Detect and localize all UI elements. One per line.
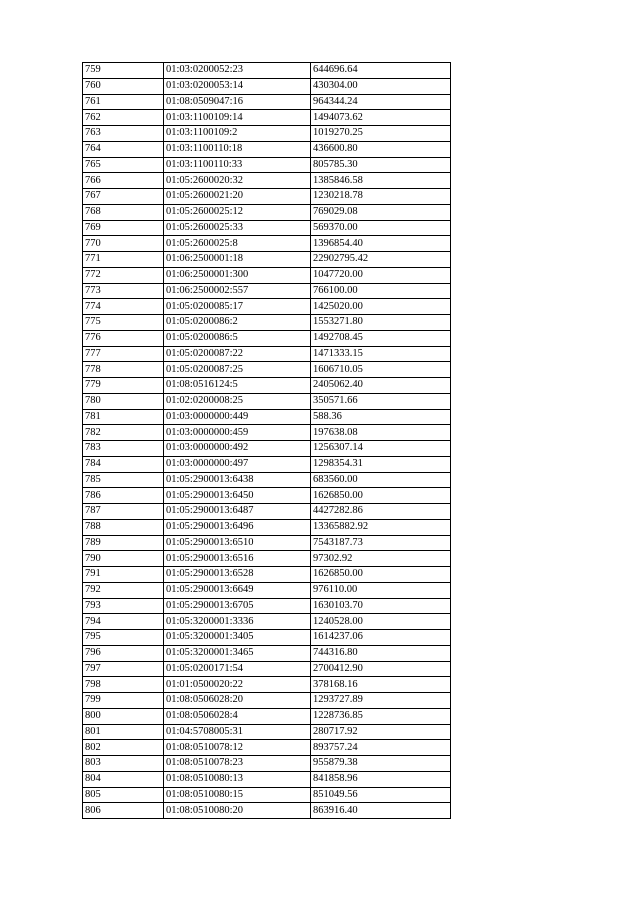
- row-number-cell: 769: [83, 220, 164, 236]
- value-cell: 2700412.90: [311, 661, 451, 677]
- value-cell: 378168.16: [311, 677, 451, 693]
- value-cell: 436600.80: [311, 141, 451, 157]
- value-cell: 1240528.00: [311, 614, 451, 630]
- row-number-cell: 803: [83, 756, 164, 772]
- value-cell: 1396854.40: [311, 236, 451, 252]
- row-number-cell: 788: [83, 519, 164, 535]
- cadastral-number-cell: 01:05:2900013:6510: [164, 535, 311, 551]
- table-row: [83, 567, 451, 583]
- cadastral-number-cell: 01:03:0000000:492: [164, 441, 311, 457]
- row-number-cell: 762: [83, 110, 164, 126]
- value-cell: 569370.00: [311, 220, 451, 236]
- row-number-cell: 778: [83, 362, 164, 378]
- cadastral-number-cell: 01:01:0500020:22: [164, 677, 311, 693]
- cadastral-number-cell: 01:05:0200087:22: [164, 346, 311, 362]
- table-row: [83, 645, 451, 661]
- table-row: [83, 94, 451, 110]
- cadastral-number-cell: 01:05:0200086:5: [164, 330, 311, 346]
- row-number-cell: 759: [83, 63, 164, 79]
- table-row: [83, 330, 451, 346]
- cadastral-number-cell: 01:05:2900013:6450: [164, 488, 311, 504]
- row-number-cell: 766: [83, 173, 164, 189]
- cadastral-number-cell: 01:05:2600025:12: [164, 204, 311, 220]
- row-number-cell: 795: [83, 630, 164, 646]
- value-cell: 1614237.06: [311, 630, 451, 646]
- table-row: [83, 126, 451, 142]
- row-number-cell: 796: [83, 645, 164, 661]
- value-cell: 964344.24: [311, 94, 451, 110]
- value-cell: 841858.96: [311, 771, 451, 787]
- table-row: [83, 661, 451, 677]
- cadastral-number-cell: 01:08:0510078:23: [164, 756, 311, 772]
- table-row: [83, 141, 451, 157]
- value-cell: 805785.30: [311, 157, 451, 173]
- value-cell: 1606710.05: [311, 362, 451, 378]
- row-number-cell: 792: [83, 582, 164, 598]
- cadastral-number-cell: 01:05:0200086:2: [164, 315, 311, 331]
- value-cell: 851049.56: [311, 787, 451, 803]
- table-row: [83, 346, 451, 362]
- row-number-cell: 790: [83, 551, 164, 567]
- table-row: [83, 456, 451, 472]
- value-cell: 1492708.45: [311, 330, 451, 346]
- table-row: [83, 488, 451, 504]
- row-number-cell: 765: [83, 157, 164, 173]
- value-cell: 2405062.40: [311, 378, 451, 394]
- value-cell: 1494073.62: [311, 110, 451, 126]
- cadastral-number-cell: 01:04:5708005:31: [164, 724, 311, 740]
- row-number-cell: 794: [83, 614, 164, 630]
- table-row: [83, 189, 451, 205]
- cadastral-number-cell: 01:06:2500001:18: [164, 252, 311, 268]
- table-row: [83, 63, 451, 79]
- row-number-cell: 806: [83, 803, 164, 819]
- table-row: [83, 724, 451, 740]
- table-row: [83, 110, 451, 126]
- table-row: [83, 472, 451, 488]
- cadastral-number-cell: 01:03:1100110:33: [164, 157, 311, 173]
- table-row: [83, 551, 451, 567]
- value-cell: 350571.66: [311, 393, 451, 409]
- cadastral-number-cell: 01:03:0200052:23: [164, 63, 311, 79]
- cadastral-number-cell: 01:05:2600020:32: [164, 173, 311, 189]
- table-row: [83, 771, 451, 787]
- value-cell: 7543187.73: [311, 535, 451, 551]
- cadastral-number-cell: 01:05:2900013:6516: [164, 551, 311, 567]
- cadastral-number-cell: 01:05:2600021:20: [164, 189, 311, 205]
- value-cell: 1230218.78: [311, 189, 451, 205]
- cadastral-number-cell: 01:05:0200085:17: [164, 299, 311, 315]
- row-number-cell: 793: [83, 598, 164, 614]
- table-row: [83, 204, 451, 220]
- table-row: [83, 582, 451, 598]
- row-number-cell: 781: [83, 409, 164, 425]
- cadastral-number-cell: 01:05:2900013:6496: [164, 519, 311, 535]
- table-row: [83, 740, 451, 756]
- table-row: [83, 236, 451, 252]
- row-number-cell: 760: [83, 78, 164, 94]
- row-number-cell: 786: [83, 488, 164, 504]
- cadastral-number-cell: 01:05:0200087:25: [164, 362, 311, 378]
- cadastral-number-cell: 01:08:0510078:12: [164, 740, 311, 756]
- table-row: [83, 267, 451, 283]
- value-cell: 197638.08: [311, 425, 451, 441]
- row-number-cell: 764: [83, 141, 164, 157]
- cadastral-number-cell: 01:02:0200008:25: [164, 393, 311, 409]
- value-cell: 4427282.86: [311, 504, 451, 520]
- value-cell: 588.36: [311, 409, 451, 425]
- value-cell: 644696.64: [311, 63, 451, 79]
- table-row: [83, 425, 451, 441]
- table-row: [83, 173, 451, 189]
- row-number-cell: 798: [83, 677, 164, 693]
- cadastral-number-cell: 01:03:0000000:459: [164, 425, 311, 441]
- value-cell: 1256307.14: [311, 441, 451, 457]
- cadastral-number-cell: 01:08:0516124:5: [164, 378, 311, 394]
- row-number-cell: 777: [83, 346, 164, 362]
- value-cell: 1047720.00: [311, 267, 451, 283]
- row-number-cell: 775: [83, 315, 164, 331]
- table-row: [83, 787, 451, 803]
- row-number-cell: 800: [83, 708, 164, 724]
- cadastral-number-cell: 01:05:2900013:6705: [164, 598, 311, 614]
- row-number-cell: 785: [83, 472, 164, 488]
- table-row: [83, 535, 451, 551]
- table-row: [83, 252, 451, 268]
- table-row: [83, 803, 451, 819]
- row-number-cell: 783: [83, 441, 164, 457]
- cadastral-number-cell: 01:05:2900013:6528: [164, 567, 311, 583]
- table-row: [83, 693, 451, 709]
- cadastral-number-cell: 01:05:2900013:6649: [164, 582, 311, 598]
- value-cell: 430304.00: [311, 78, 451, 94]
- table-row: [83, 362, 451, 378]
- cadastral-number-cell: 01:06:2500001:300: [164, 267, 311, 283]
- row-number-cell: 773: [83, 283, 164, 299]
- table-row: [83, 299, 451, 315]
- cadastral-number-cell: 01:05:2900013:6487: [164, 504, 311, 520]
- value-cell: 1553271.80: [311, 315, 451, 331]
- table-row: [83, 157, 451, 173]
- value-cell: 1298354.31: [311, 456, 451, 472]
- value-cell: 97302.92: [311, 551, 451, 567]
- row-number-cell: 784: [83, 456, 164, 472]
- cadastral-number-cell: 01:08:0506028:4: [164, 708, 311, 724]
- row-number-cell: 772: [83, 267, 164, 283]
- row-number-cell: 761: [83, 94, 164, 110]
- row-number-cell: 768: [83, 204, 164, 220]
- value-cell: 1385846.58: [311, 173, 451, 189]
- table-row: [83, 614, 451, 630]
- value-cell: 1019270.25: [311, 126, 451, 142]
- cadastral-number-cell: 01:05:3200001:3336: [164, 614, 311, 630]
- cadastral-number-cell: 01:08:0509047:16: [164, 94, 311, 110]
- value-cell: 1630103.70: [311, 598, 451, 614]
- table-body: [83, 63, 451, 819]
- data-table: [82, 62, 451, 819]
- value-cell: 766100.00: [311, 283, 451, 299]
- value-cell: 893757.24: [311, 740, 451, 756]
- table-row: [83, 220, 451, 236]
- cadastral-number-cell: 01:05:3200001:3405: [164, 630, 311, 646]
- cadastral-number-cell: 01:03:0200053:14: [164, 78, 311, 94]
- table-row: [83, 441, 451, 457]
- table-row: [83, 283, 451, 299]
- value-cell: 1228736.85: [311, 708, 451, 724]
- row-number-cell: 763: [83, 126, 164, 142]
- value-cell: 744316.80: [311, 645, 451, 661]
- table-row: [83, 519, 451, 535]
- row-number-cell: 801: [83, 724, 164, 740]
- row-number-cell: 776: [83, 330, 164, 346]
- table-row: [83, 504, 451, 520]
- row-number-cell: 799: [83, 693, 164, 709]
- cadastral-number-cell: 01:05:2900013:6438: [164, 472, 311, 488]
- cadastral-number-cell: 01:05:3200001:3465: [164, 645, 311, 661]
- cadastral-number-cell: 01:03:0000000:497: [164, 456, 311, 472]
- cadastral-number-cell: 01:03:1100109:2: [164, 126, 311, 142]
- row-number-cell: 774: [83, 299, 164, 315]
- table-row: [83, 409, 451, 425]
- table-row: [83, 630, 451, 646]
- row-number-cell: 805: [83, 787, 164, 803]
- table-row: [83, 78, 451, 94]
- row-number-cell: 804: [83, 771, 164, 787]
- row-number-cell: 770: [83, 236, 164, 252]
- cadastral-number-cell: 01:03:1100109:14: [164, 110, 311, 126]
- table-row: [83, 708, 451, 724]
- value-cell: 22902795.42: [311, 252, 451, 268]
- row-number-cell: 782: [83, 425, 164, 441]
- value-cell: 976110.00: [311, 582, 451, 598]
- table-row: [83, 393, 451, 409]
- row-number-cell: 771: [83, 252, 164, 268]
- value-cell: 769029.08: [311, 204, 451, 220]
- cadastral-number-cell: 01:08:0510080:15: [164, 787, 311, 803]
- cadastral-number-cell: 01:03:1100110:18: [164, 141, 311, 157]
- cadastral-number-cell: 01:06:2500002:557: [164, 283, 311, 299]
- value-cell: 1626850.00: [311, 567, 451, 583]
- value-cell: 13365882.92: [311, 519, 451, 535]
- cadastral-number-cell: 01:08:0510080:20: [164, 803, 311, 819]
- row-number-cell: 787: [83, 504, 164, 520]
- table-row: [83, 378, 451, 394]
- row-number-cell: 789: [83, 535, 164, 551]
- cadastral-number-cell: 01:05:2600025:33: [164, 220, 311, 236]
- row-number-cell: 780: [83, 393, 164, 409]
- value-cell: 1425020.00: [311, 299, 451, 315]
- cadastral-number-cell: 01:03:0000000:449: [164, 409, 311, 425]
- row-number-cell: 767: [83, 189, 164, 205]
- row-number-cell: 797: [83, 661, 164, 677]
- value-cell: 683560.00: [311, 472, 451, 488]
- value-cell: 1626850.00: [311, 488, 451, 504]
- cadastral-number-cell: 01:08:0510080:13: [164, 771, 311, 787]
- cadastral-number-cell: 01:05:0200171:54: [164, 661, 311, 677]
- value-cell: 863916.40: [311, 803, 451, 819]
- table-row: [83, 315, 451, 331]
- value-cell: 1471333.15: [311, 346, 451, 362]
- row-number-cell: 791: [83, 567, 164, 583]
- value-cell: 1293727.89: [311, 693, 451, 709]
- row-number-cell: 802: [83, 740, 164, 756]
- value-cell: 280717.92: [311, 724, 451, 740]
- cadastral-number-cell: 01:08:0506028:20: [164, 693, 311, 709]
- table-row: [83, 756, 451, 772]
- table-row: [83, 677, 451, 693]
- value-cell: 955879.38: [311, 756, 451, 772]
- cadastral-number-cell: 01:05:2600025:8: [164, 236, 311, 252]
- row-number-cell: 779: [83, 378, 164, 394]
- table-row: [83, 598, 451, 614]
